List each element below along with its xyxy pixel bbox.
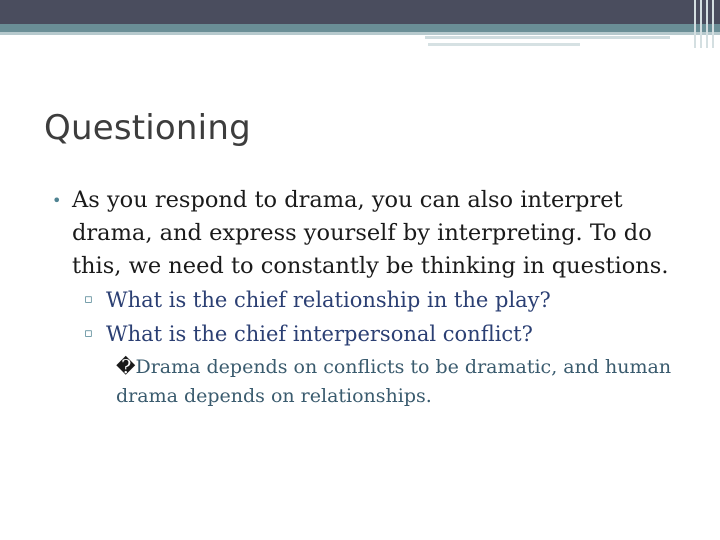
header-accent-line: [425, 36, 670, 39]
missing-glyph-icon: �: [116, 356, 136, 378]
header-band-dark: [0, 0, 720, 24]
square-bullet-icon: ▫: [84, 292, 93, 307]
header-band-teal: [0, 24, 720, 32]
slide-body: [52, 184, 692, 411]
slide-title: Questioning: [44, 108, 251, 148]
corner-stripes-decoration: [692, 0, 720, 48]
header-band-light: [0, 32, 720, 35]
sub-bullet-item: [84, 283, 692, 317]
sub-sub-bullet-text: Drama depends on conflicts to be dramatic, and human drama depends on relationships.: [116, 356, 672, 407]
sub-bullet-item: [84, 317, 692, 351]
bullet-item: [52, 184, 692, 283]
square-bullet-icon: ▫: [84, 326, 93, 341]
sub-bullet-text: What is the chief relationship in the play?: [106, 288, 551, 312]
header-accent-line-short: [428, 43, 580, 46]
bullet-text: As you respond to drama, you can also interpret drama, and express yourself by interpreting. To do this, we need to constantly be thinking in questions.: [72, 187, 669, 279]
sub-sub-bullet-item: [116, 353, 692, 411]
bullet-icon: •: [52, 191, 62, 210]
sub-bullet-text: What is the chief interpersonal conflict?: [106, 322, 533, 346]
